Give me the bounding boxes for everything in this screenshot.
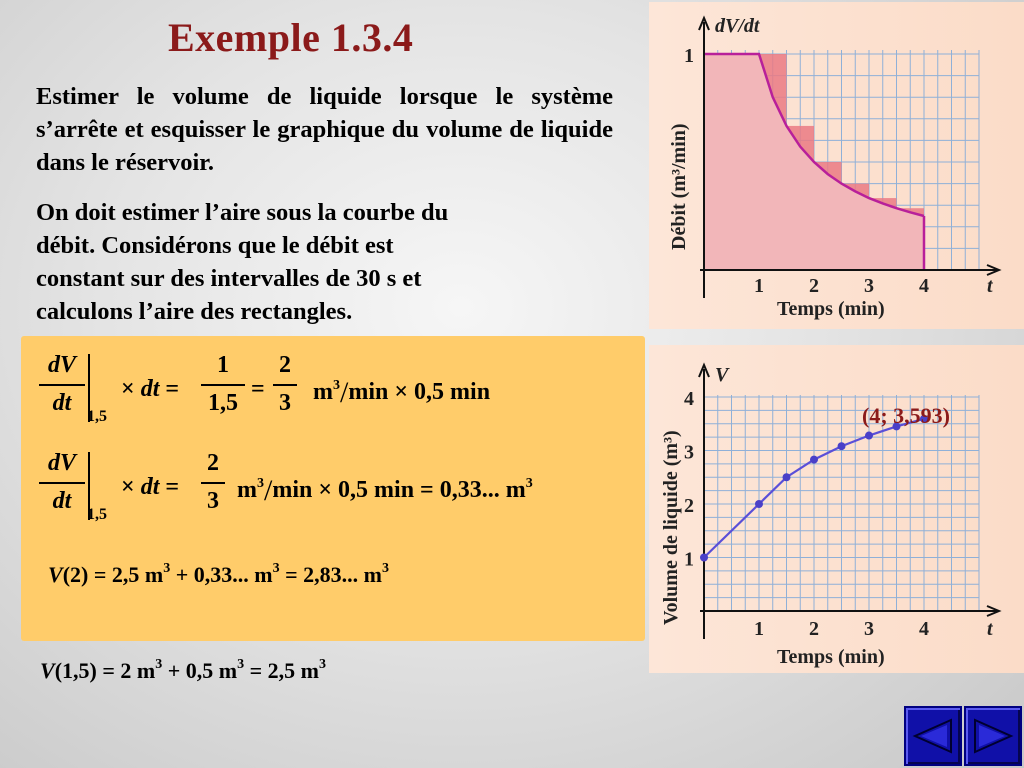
- flow-rate-chart-panel: [649, 2, 1024, 329]
- volume-point: [865, 432, 873, 440]
- y-tick-label: 3: [684, 441, 694, 464]
- y-axis-label: Volume de liquide (m³): [660, 430, 682, 625]
- eval-point: 1,5: [87, 506, 107, 523]
- volume-point: [783, 473, 791, 481]
- y-tick-label: 1: [684, 548, 694, 571]
- rate-units: $m^3/\min \times 0,5$ min: [313, 376, 491, 409]
- x-tick-label: 3: [864, 618, 874, 640]
- next-slide-button[interactable]: [964, 706, 1022, 766]
- solution-line: calculons l’aire des rectangles.: [36, 298, 353, 325]
- y-axis-symbol: V: [715, 364, 729, 386]
- x-axis-label: Temps (min): [777, 646, 885, 668]
- fraction-1: 1 1,5: [201, 352, 245, 418]
- eval-point: 1,5: [87, 408, 107, 425]
- volume-point: [755, 500, 763, 508]
- y-tick-label: 1: [684, 45, 694, 67]
- equals-sign: =: [251, 376, 265, 402]
- times-dt: × dt =: [121, 474, 180, 500]
- previous-slide-button[interactable]: [904, 706, 962, 766]
- formula-box: [21, 336, 645, 641]
- x-tick-label: 3: [864, 275, 874, 297]
- solution-line: constant sur des intervalles de 30 s et: [36, 265, 422, 292]
- solution-intro: [36, 196, 584, 328]
- triangle-right-icon: [971, 716, 1015, 756]
- x-tick-label: 2: [809, 275, 819, 297]
- triangle-left-icon: [911, 716, 955, 756]
- y-tick-label: 4: [684, 388, 694, 410]
- x-axis-symbol: t: [987, 275, 993, 297]
- v2-equation: V(2) = 2,5 $m^3 + 0,33$... $m^3 = 2,83$... $m^3$: [48, 561, 389, 587]
- x-tick-label: 2: [809, 618, 819, 640]
- y-tick-label: 2: [684, 495, 694, 517]
- problem-statement: Estimer le volume de liquide lorsque le système s’arrête et esquisser le graphique du volume de liquide dans le réservoir.: [36, 83, 613, 176]
- volume-chart-panel: [649, 345, 1024, 673]
- times-dt: × dt =: [121, 376, 180, 402]
- x-axis-label: Temps (min): [777, 298, 885, 320]
- volume-point: [700, 554, 708, 562]
- x-axis-symbol: t: [987, 618, 993, 640]
- y-axis-label: Débit (m³/min): [668, 123, 690, 250]
- volume-result: $m^3/\min \times 0,5$ min = 0,33... $m^3$: [237, 474, 533, 507]
- fraction-2: 2 3: [201, 450, 225, 516]
- solution-line: On doit estimer l’aire sous la courbe du: [36, 199, 449, 226]
- solution-line: débit. Considérons que le débit est: [36, 232, 394, 259]
- volume-point: [838, 442, 846, 450]
- volume-point: [810, 456, 818, 464]
- v15-equation: V(1,5) = 2 $m^3 + 0,5$ $m^3 = 2,5$ $m^3$: [40, 657, 326, 683]
- x-tick-label: 1: [754, 618, 764, 640]
- x-tick-label: 1: [754, 275, 764, 297]
- x-tick-label: 4: [919, 618, 929, 640]
- fraction-2: 2 3: [273, 352, 297, 418]
- derivative-fraction: dV dt: [39, 450, 85, 516]
- flow-rate-chart: [649, 2, 1024, 329]
- endpoint-annotation: (4; 3,593): [862, 403, 950, 428]
- derivative-fraction: dV dt: [39, 352, 85, 418]
- volume-chart: [649, 345, 1024, 673]
- slide-title: Exemple 1.3.4: [168, 15, 414, 60]
- x-tick-label: 4: [919, 275, 929, 297]
- y-axis-symbol: dV/dt: [715, 15, 760, 37]
